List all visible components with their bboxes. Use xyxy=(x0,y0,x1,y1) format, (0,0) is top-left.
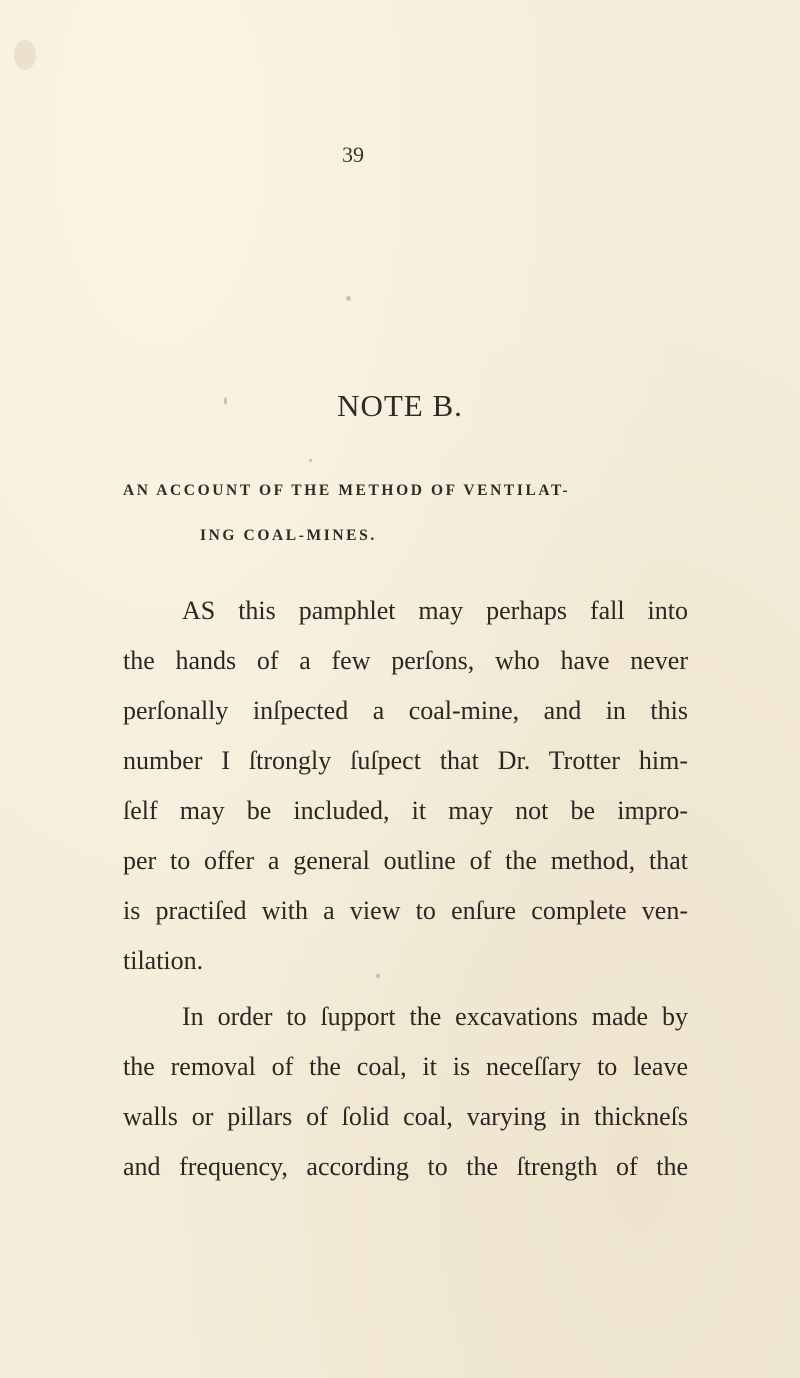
paper-stain xyxy=(14,40,36,70)
paragraph-1-line-7: is practiſed with a view to enſure complete ven- xyxy=(123,896,688,925)
paragraph-2-line-4: and frequency, according to the ſtrength of the xyxy=(123,1152,688,1181)
paragraph-2-line-1: In order to ſupport the excavations made by xyxy=(182,1002,688,1031)
paragraph-1-line-5: ſelf may be included, it may not be impro- xyxy=(123,796,688,825)
paragraph-1-line-1: AS this pamphlet may perhaps fall into xyxy=(182,596,688,625)
page-number: 39 xyxy=(342,142,364,167)
paper-speck xyxy=(224,397,227,405)
paragraph-1-line-3: perſonally inſpected a coal-mine, and in this xyxy=(123,696,688,725)
note-heading: NOTE B. xyxy=(337,388,463,423)
paragraph-1-line-2: the hands of a few perſons, who have never xyxy=(123,646,688,675)
paragraph-1-line-4: number I ſtrongly ſuſpect that Dr. Trotter him- xyxy=(123,746,688,775)
paragraph-1-line-6: per to offer a general outline of the method, that xyxy=(123,846,688,875)
subtitle-line-2: ING COAL-MINES. xyxy=(200,527,377,544)
paper-speck xyxy=(376,974,380,978)
paragraph-2-line-2: the removal of the coal, it is neceſſary to leave xyxy=(123,1052,688,1081)
subtitle-line-1: AN ACCOUNT OF THE METHOD OF VENTILAT- xyxy=(123,482,571,499)
paragraph-2-line-3: walls or pillars of ſolid coal, varying in thickneſs xyxy=(123,1102,688,1131)
paper-speck xyxy=(346,296,351,301)
paper-speck xyxy=(309,459,312,462)
paragraph-1-line-8: tilation. xyxy=(123,946,204,975)
